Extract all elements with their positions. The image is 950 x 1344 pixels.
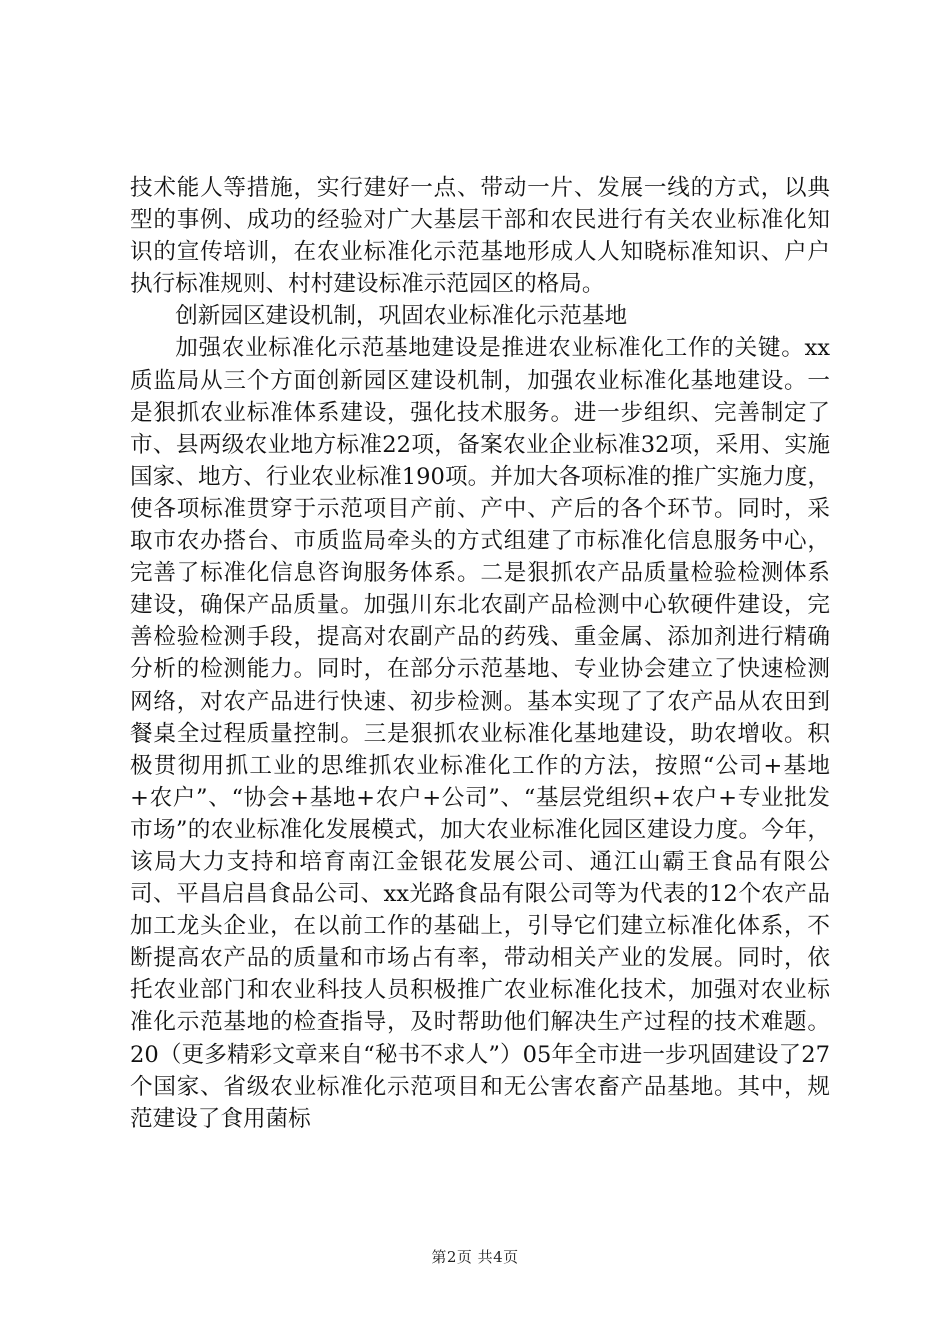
section-heading: 创新园区建设机制，巩固农业标准化示范基地 bbox=[175, 303, 628, 330]
paragraph-continuation: 技术能人等措施，实行建好一点、带动一片、发展一线的方式，以典型的事例、成功的经验对广大基层干部和农民进行有关农业标准化知识的宣传培训，在农业标准化示范基地形成人人知晓标准知识、户户执行标准规则、村村建设标准示范园区的格局。 bbox=[130, 175, 830, 298]
paragraph-main: 加强农业标准化示范基地建设是推进农业标准化工作的关键。xx质监局从三个方面创新园区建设机制，加强农业标准化基地建设。一是狠抓农业标准体系建设，强化技术服务。进一步组织、完善制定了市、县两级农业地方标准22项，备案农业企业标准32项，采用、实施国家、地方、行业农业标准190项。并加大各项标准的推广实施力度，使各项标准贯穿于示范项目产前、产中、产后的各个环节。同时，采取市农办搭台、市质监局牵头的方式组建了市标准化信息服务中心，完善了标准化信息咨询服务体系。二是狠抓农产品质量检验检测体系建设，确保产品质量。加强川东北农副产品检测中心软硬件建设，完善检验检测手段，提高对农副产品的药残、重金属、添加剂进行精确分析的检测能力。同时，在部分示范基地、专业协会建立了快速检测网络，对农产品进行快速、初步检测。基本实现了了农产品从农田到餐桌全过程质量控制。三是狠抓农业标准化基地建设，助农增收。积极贯彻用抓工业的思维抓农业标准化工作的方法，按照“公司+基地+农户”、“协会+基地+农户+公司”、“基层党组织+农户+专业批发市场”的农业标准化发展模式，加大农业标准化园区建设力度。今年，该局大力支持和培育南江金银花发展公司、通江山霸王食品有限公司、平昌启昌食品公司、xx光路食品有限公司等为代表的12个农产品加工龙头企业，在以前工作的基础上，引导它们建立标准化体系，不断提高农产品的质量和市场占有率，带动相关产业的发展。同时，依托农业部门和农业科技人员积极推广农业标准化技术，加强对农业标准化示范基地的检查指导，及时帮助他们解决生产过程的技术难题。20（更多精彩文章来自“秘书不求人”）05年全市进一步巩固建设了27个国家、省级农业标准化示范项目和无公害农畜产品基地。其中，规范建设了食用菌标 bbox=[130, 335, 830, 1132]
page-footer: 第2页 共4页 bbox=[431, 1248, 519, 1266]
document-body bbox=[130, 172, 830, 1135]
